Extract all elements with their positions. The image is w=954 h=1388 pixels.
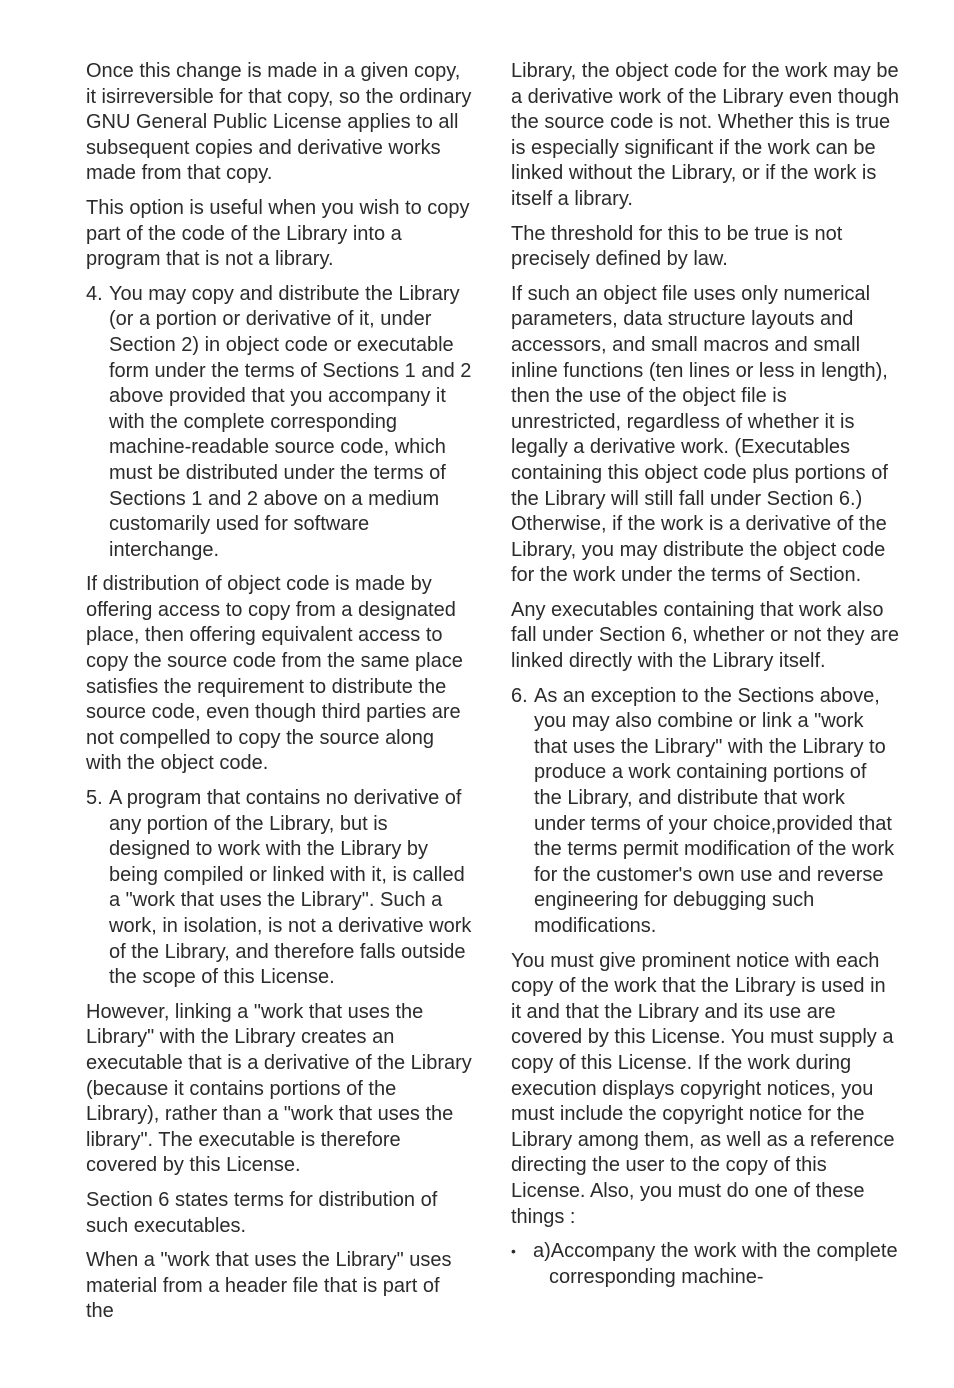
list-number: 4. [86, 282, 103, 305]
bullet-item-a [511, 1239, 899, 1290]
left-column [86, 59, 472, 1334]
paragraph-executables-section-6: Any executables containing that work also fall under Section 6, whether or not they are linked directly with the Library itself. [511, 598, 900, 673]
list-item-text: You may copy and distribute the Library (or a portion or derivative of it, under Section 2) in object code or executable form under the terms of Sections 1 and 2 above provided that you accompany it with the complete corresponding machine-readable source code, which must be distributed under the terms of Sections 1 and 2 above on a medium customarily used for software interchange. [109, 282, 472, 561]
list-item-5 [86, 786, 472, 991]
paragraph-section-6-terms: Section 6 states terms for distribution of such executables. [86, 1188, 438, 1237]
paragraph-header-file: When a "work that uses the Library" uses material from a header file that is part of the [86, 1249, 452, 1323]
list-number: 5. [86, 787, 103, 810]
list-item-6 [511, 684, 899, 940]
list-number: 6. [511, 684, 528, 707]
paragraph-distribution-object-code: If distribution of object code is made by offering access to copy from a designated place, then offering equivalent access to copy the source code from the same place satisfies the requirement to distribute the source code, even though third parties are not compelled to copy the source along with the object code. [86, 573, 463, 775]
list-item-text: As an exception to the Sections above, you may also combine or link a "work that uses the Library" with the Library to produce a work containing portions of the Library, and distribute that work under terms of your choice,provided that the terms permit modification of the work for the customer's own use and reverse engineering for debugging such modifications. [534, 684, 895, 937]
bullet-item-text: a)Accompany the work with the complete corresponding machine- [533, 1240, 898, 1288]
paragraph-threshold: The threshold for this to be true is not precisely defined by law. [511, 222, 843, 271]
paragraph-irreversible-change: Once this change is made in a given copy, it isirreversible for that copy, so the ordinary GNU General Public License applies to all subsequent copies and derivative works made from that copy. [86, 60, 472, 185]
paragraph-numerical-parameters: If such an object file uses only numerical parameters, data structure layouts and accessors, and small macros and small inline functions (ten lines or less in length), then the use of the object file is unrestricted, regardless of whether it is legally a derivative work. (Executables containing this object code plus portions of the Library will still fall under Section 6.) Otherwise, if the work is a derivative of the Library, you may distribute the object code for the work under the terms of Section. [511, 282, 888, 587]
list-item-4 [86, 282, 472, 564]
paragraph-option-useful: This option is useful when you wish to copy part of the code of the Library into a program that is not a library. [86, 196, 470, 271]
bullet-icon: • [511, 1243, 516, 1260]
paragraph-prominent-notice: You must give prominent notice with each copy of the work that the Library is used in it and that the Library and its use are covered by this License. You must supply a copy of this License. If the work during execution displays copyright notices, you must include the copyright notice for the Library among them, as well as a reference directing the user to the copy of this License. Also, you must do one of these things : [511, 949, 895, 1228]
paragraph-object-code-derivative: Library, the object code for the work may be a derivative work of the Library even though the source code is not. Whether this is true is especially significant if the work can be linked without the Library, or if the work is itself a library. [511, 60, 899, 210]
right-column [511, 59, 899, 1290]
paragraph-linking-work: However, linking a "work that uses the Library" with the Library creates an executable that is a derivative of the Library (because it contains portions of the Library), rather than a "work that uses the library". The executable is therefore covered by this License. [86, 1000, 472, 1177]
list-item-text: A program that contains no derivative of any portion of the Library, but is designed to work with the Library by being compiled or linked with it, is called a "work that uses the Library". Such a work, in isolation, is not a derivative work of the Library, and therefore falls outside the scope of this License. [109, 787, 472, 989]
